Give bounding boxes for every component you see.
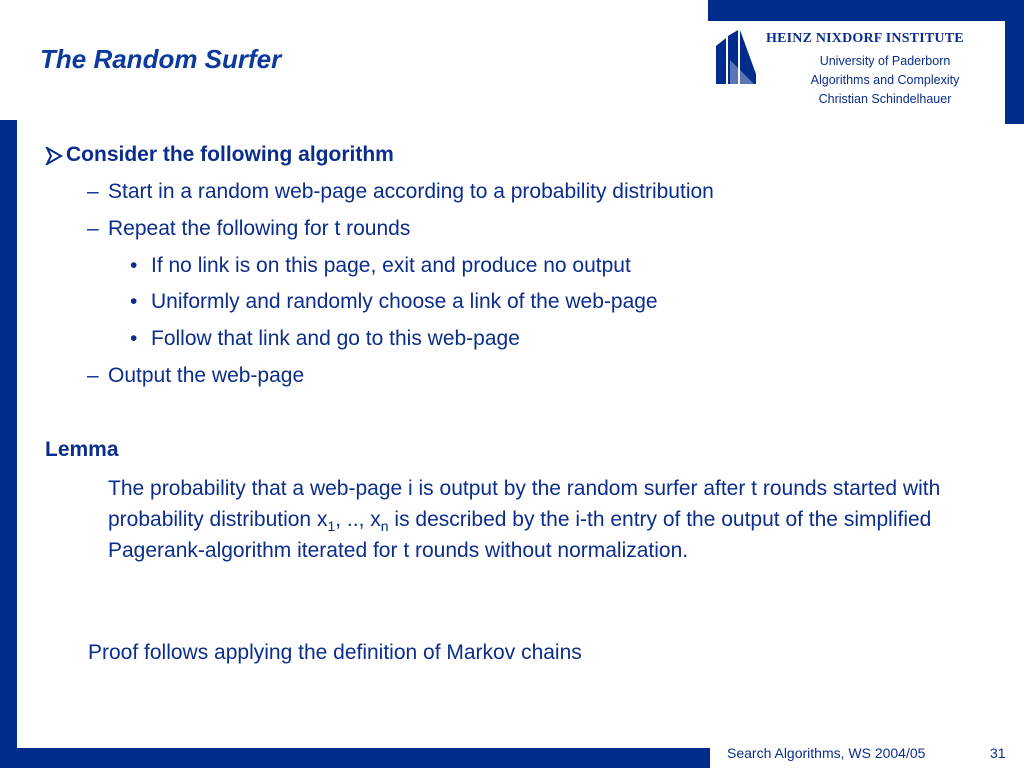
lemma-text-part: is described by the i-th entry of the output of the simplified Pagerank-algorithm iterated for t rounds without normalization. — [108, 508, 932, 562]
group-name: Algorithms and Complexity — [810, 73, 960, 87]
sub-step-item: Uniformly and randomly choose a link of the web-page — [151, 290, 658, 313]
subscript: n — [380, 518, 389, 535]
arrow-bullet-icon — [45, 147, 63, 165]
slide-title: The Random Surfer — [40, 44, 282, 74]
step-item: Start in a random web-page according to a probability distribution — [108, 180, 714, 203]
dot-bullet: • — [130, 327, 138, 350]
sub-step-item: Follow that link and go to this web-page — [151, 327, 520, 350]
author-name: Christian Schindelhauer — [818, 92, 952, 106]
subscript: 1 — [327, 518, 336, 535]
university-name: University of Paderborn — [819, 54, 951, 68]
page-number: 31 — [990, 745, 1006, 761]
dash-bullet: – — [87, 217, 99, 240]
dot-bullet: • — [130, 254, 138, 277]
main-bullet: Consider the following algorithm — [66, 143, 394, 166]
lemma-text-part: , .., x — [335, 508, 381, 531]
dot-bullet: • — [130, 290, 138, 313]
step-item: Output the web-page — [108, 364, 305, 387]
lemma-text-part: The probability that a web-page i is output by the random surfer after t rounds started with probability distribution x — [108, 477, 941, 531]
step-item: Repeat the following for t rounds — [108, 217, 411, 240]
dash-bullet: – — [87, 364, 99, 387]
dash-bullet: – — [87, 180, 99, 203]
footer-course: Search Algorithms, WS 2004/05 — [727, 745, 926, 761]
proof-text: Proof follows applying the definition of Markov chains — [88, 641, 582, 664]
lemma-heading: Lemma — [45, 438, 119, 461]
lemma-text — [108, 473, 998, 566]
institute-name: HEINZ NIXDORF INSTITUTE — [766, 31, 964, 46]
sub-step-item: If no link is on this page, exit and produce no output — [151, 254, 631, 277]
